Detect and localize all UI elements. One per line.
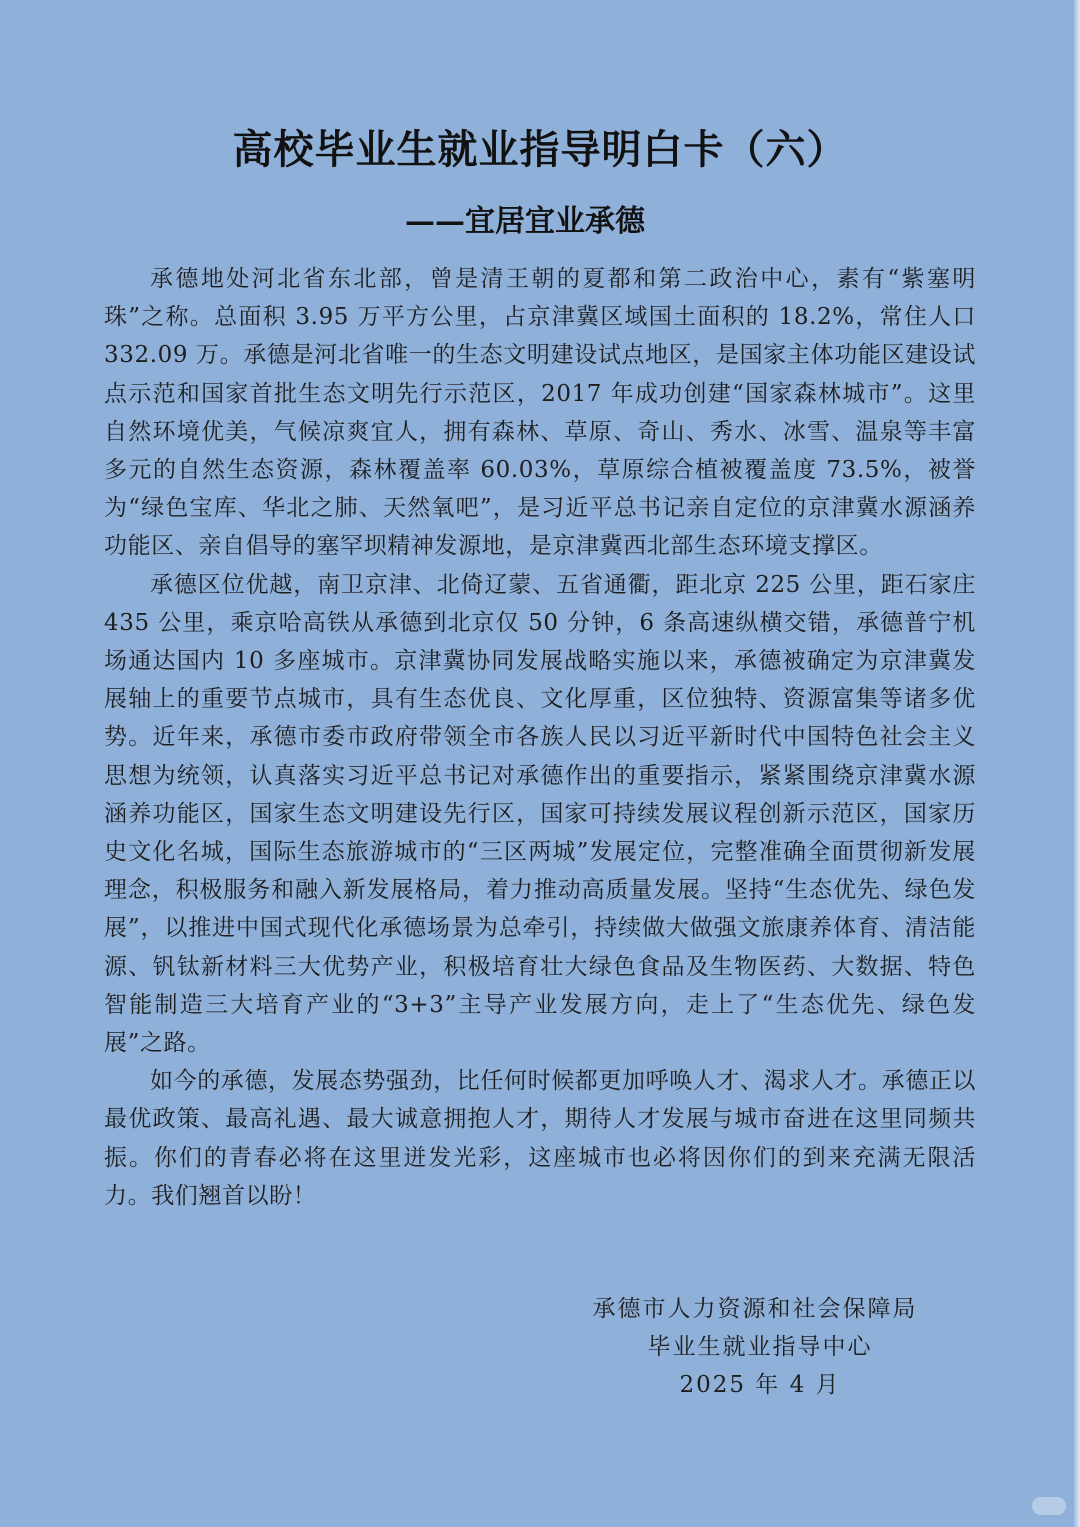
signature-block [560, 1290, 960, 1404]
page-title: 高校毕业生就业指导明白卡（六） [232, 126, 848, 173]
paragraph-intro: 承德地处河北省东北部，曾是清王朝的夏都和第二政治中心，素有“紫塞明珠”之称。总面积 3.95 万平方公里，占京津冀区域国土面积的 18.2%，常住人口 332.09 万。承德是河北省唯一的生态文明建设试点地区，是国家主体功能区建设试点示范和国家首批生态文明先行示范区，2017 年成功创建“国家森林城市”。这里自然环境优美，气候凉爽宜人，拥有森林、草原、奇山、秀水、冰雪、温泉等丰富多元的自然生态资源，森林覆盖率 60.03%，草原综合植被覆盖度 73.5%，被誉为“绿色宝库、华北之肺、天然氧吧”，是习近平总书记亲自定位的京津冀水源涵养功能区、亲自倡导的塞罕坝精神发源地，是京津冀西北部生态环境支撑区。 [104, 266, 976, 560]
document-body [104, 260, 976, 1215]
signature-dept: 毕业生就业指导中心 [647, 1334, 873, 1360]
page-subtitle: ——宜居宜业承德 [405, 204, 645, 239]
paragraph-location: 承德区位优越，南卫京津、北倚辽蒙、五省通衢，距北京 225 公里，距石家庄 435 公里，乘京哈高铁从承德到北京仅 50 分钟，6 条高速纵横交错，承德普宁机场通达国内 10 多座城市。京津冀协同发展战略实施以来，承德被确定为京津冀发展轴上的重要节点城市，具有生态优良、文化厚重，区位独特、资源富集等诸多优势。近年来，承德市委市政府带领全市各族人民以习近平新时代中国特色社会主义思想为统领，认真落实习近平总书记对承德作出的重要指示，紧紧围绕京津冀水源涵养功能区，国家生态文明建设先行区，国家可持续发展议程创新示范区，国家历史文化名城，国际生态旅游城市的“三区两城”发展定位，完整准确全面贯彻新发展理念，积极服务和融入新发展格局，着力推动高质量发展。坚持“生态优先、绿色发展”，以推进中国式现代化承德场景为总牵引，持续做大做强文旅康养体育、清洁能源、钒钛新材料三大优势产业，积极培育壮大绿色食品及生物医药、大数据、特色智能制造三大培育产业的“3+3”主导产业发展方向，走上了“生态优先、绿色发展”之路。 [104, 571, 976, 1057]
page-edge-highlight [1074, 0, 1080, 1527]
watermark-badge [1032, 1497, 1066, 1515]
paragraph-invitation: 如今的承德，发展态势强劲，比任何时候都更加呼唤人才、渴求人才。承德正以最优政策、最高礼遇、最大诚意拥抱人才，期待人才发展与城市奋进在这里同频共振。你们的青春必将在这里迸发光彩，这座城市也必将因你们的到来充满无限活力。我们翘首以盼！ [104, 1068, 976, 1209]
signature-date: 2025 年 4 月 [679, 1372, 841, 1398]
signature-org: 承德市人力资源和社会保障局 [592, 1296, 918, 1322]
